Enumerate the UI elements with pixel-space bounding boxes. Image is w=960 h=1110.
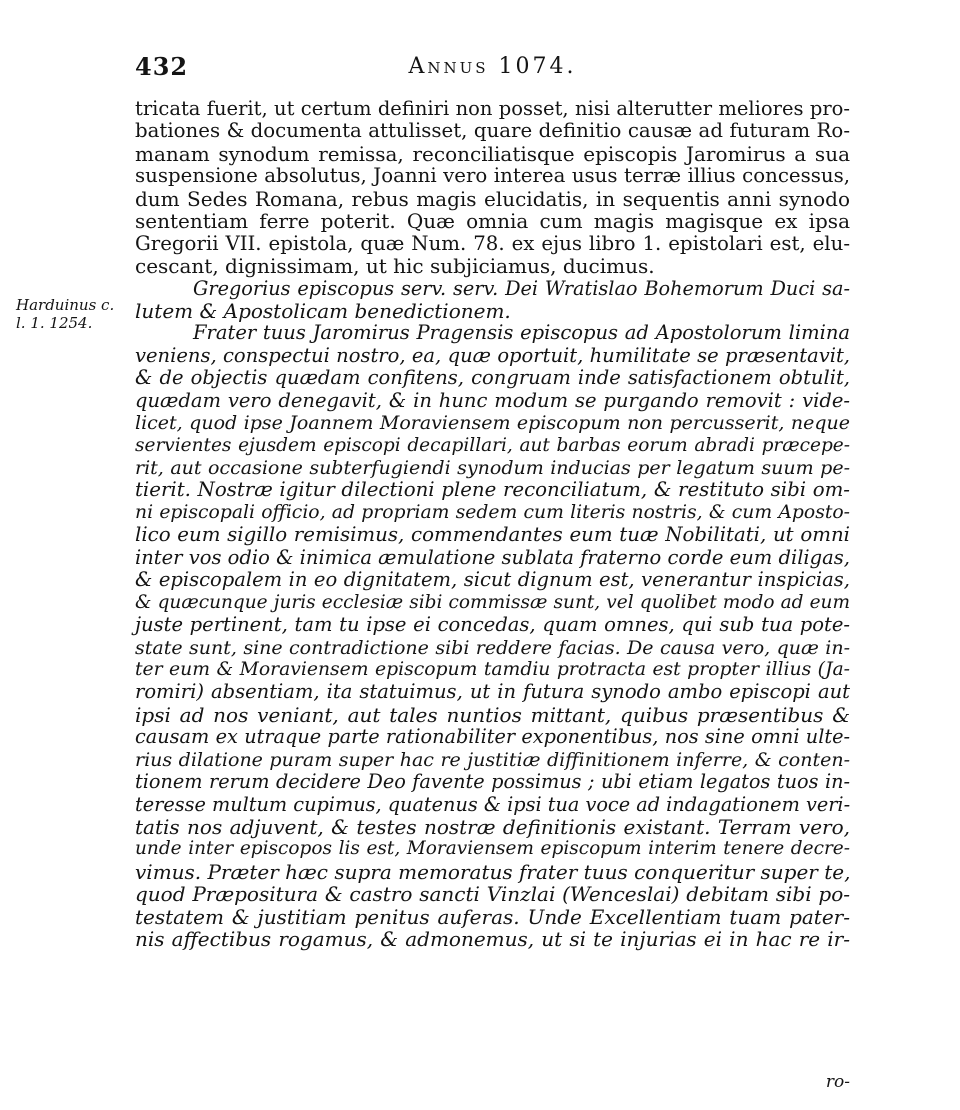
- page-number: 432: [135, 52, 189, 81]
- letter-salutation: lutem & Apostolicam benedictionem.: [135, 298, 511, 323]
- text-line: manam synodum remissa, reconciliatisque episcopis Jaromirus a sua: [135, 141, 850, 166]
- letter-line: juste pertinent, tam tu ipse ei concedas, quam omnes, qui sub tua pote-: [135, 613, 850, 637]
- letter-line: vimus. Præter hæc supra memoratus frater tuus conqueritur super te,: [135, 859, 851, 884]
- text-line: bationes & documenta attulisset, quare definitio causæ ad futuram Ro-: [135, 119, 850, 143]
- margin-note: [16, 296, 136, 332]
- letter-line: quædam vero denegavit, & in hunc modum se purgando removit : vide-: [135, 388, 850, 412]
- letter-line: & de objectis quædam confitens, congruam inde satisfactionem obtulit,: [135, 366, 850, 390]
- margin-note-line: Harduinus c.: [16, 296, 115, 314]
- text-line: sententiam ferre poterit. Quæ omnia cum magis magisque ex ipsa: [135, 209, 850, 234]
- letter-line: tatis nos adjuvent, & testes nostræ definitionis existant. Terram vero,: [135, 815, 850, 839]
- letter-line: & quæcunque juris ecclesiæ sibi commissæ sunt, vel quolibet modo ad eum: [135, 591, 850, 613]
- text-line: dum Sedes Romana, rebus magis elucidatis, in sequentis anni synodo: [135, 186, 850, 211]
- letter-line: romiri) absentiam, ita statuimus, ut in futura synodo ambo episcopi aut: [135, 680, 850, 704]
- letter-line: lico eum sigillo remisimus, commendantes eum tuæ Nobilitati, ut omni: [135, 523, 850, 547]
- letter-line: teresse multum cupimus, quatenus & ipsi tua voce ad indagationem veri-: [135, 792, 851, 816]
- page-header: [135, 52, 850, 92]
- letter-line: ni episcopali officio, ad propriam sedem cum literis nostris, & cum Aposto-: [135, 501, 850, 523]
- letter-line: Frater tuus Jaromirus Pragensis episcopus ad Apostolorum limina: [193, 321, 850, 345]
- letter-line: unde inter episcopos lis est, Moraviensem episcopum interim tenere decre-: [135, 838, 850, 860]
- letter-line: causam ex utraque parte rationabiliter exponentibus, nos sine omni ulte-: [135, 725, 850, 749]
- letter-line: rit, aut occasione subterfugiendi synodum inducias per legatum suum pe-: [135, 457, 850, 479]
- letter-line: servientes ejusdem episcopi decapillari, aut barbas eorum abradi præcepe-: [135, 434, 850, 456]
- letter-line: tierit. Nostræ igitur dilectioni plene reconciliatum, & restituto sibi om-: [135, 478, 850, 502]
- letter-line: ter eum & Moraviensem episcopum tamdiu protracta est propter illius (Ja-: [135, 658, 850, 680]
- text-line: tricata fuerit, ut certum definiri non posset, nisi alterutter meliores pro-: [135, 97, 850, 120]
- letter-line: testatem & justitiam penitus auferas. Unde Excellentiam tuam pater-: [135, 904, 850, 929]
- letter-line: & episcopalem in eo dignitatem, sicut dignum est, venerantur inspicias,: [135, 568, 850, 592]
- letter-line: veniens, conspectui nostro, ea, quæ oportuit, humilitate se præsentavit,: [135, 343, 850, 367]
- letter-line: licet, quod ipse Joannem Moraviensem episcopum non percusserit, neque: [135, 412, 850, 435]
- margin-note-line: l. 1. 1254.: [16, 314, 93, 332]
- body-text: [135, 98, 850, 951]
- letter-line: nis affectibus rogamus, & admonemus, ut si te injurias ei in hac re ir-: [135, 927, 850, 952]
- letter-salutation: Gregorius episcopus serv. serv. Dei Wratislao Bohemorum Duci sa-: [193, 276, 850, 300]
- letter-line: ipsi ad nos veniant, aut tales nuntios mittant, quibus præsentibus &: [135, 702, 850, 727]
- letter-line: tionem rerum decidere Deo favente possimus ; ubi etiam legatos tuos in-: [135, 770, 850, 794]
- text-line: cescant, dignissimam, ut hic subjiciamus, ducimus.: [135, 254, 655, 279]
- letter-line: rius dilatione puram super hac re justitiæ diffinitionem inferre, & conten-: [135, 748, 850, 771]
- letter-line: inter vos odio & inimica æmulatione sublata fraterno corde eum diligas,: [135, 545, 850, 569]
- text-line: Gregorii VII. epistola, quæ Num. 78. ex ejus libro 1. epistolari est, elu-: [135, 231, 850, 255]
- running-head: Annus 1074.: [408, 54, 577, 79]
- letter-line: quod Præpositura & castro sancti Vinzlai (Wenceslai) debitam sibi po-: [135, 882, 850, 907]
- text-line: suspensione absolutus, Joanni vero interea usus terræ illius concessus,: [135, 164, 850, 188]
- catchword: ro-: [825, 1072, 850, 1092]
- letter-line: state sunt, sine contradictione sibi reddere facias. De causa vero, quæ in-: [135, 636, 850, 659]
